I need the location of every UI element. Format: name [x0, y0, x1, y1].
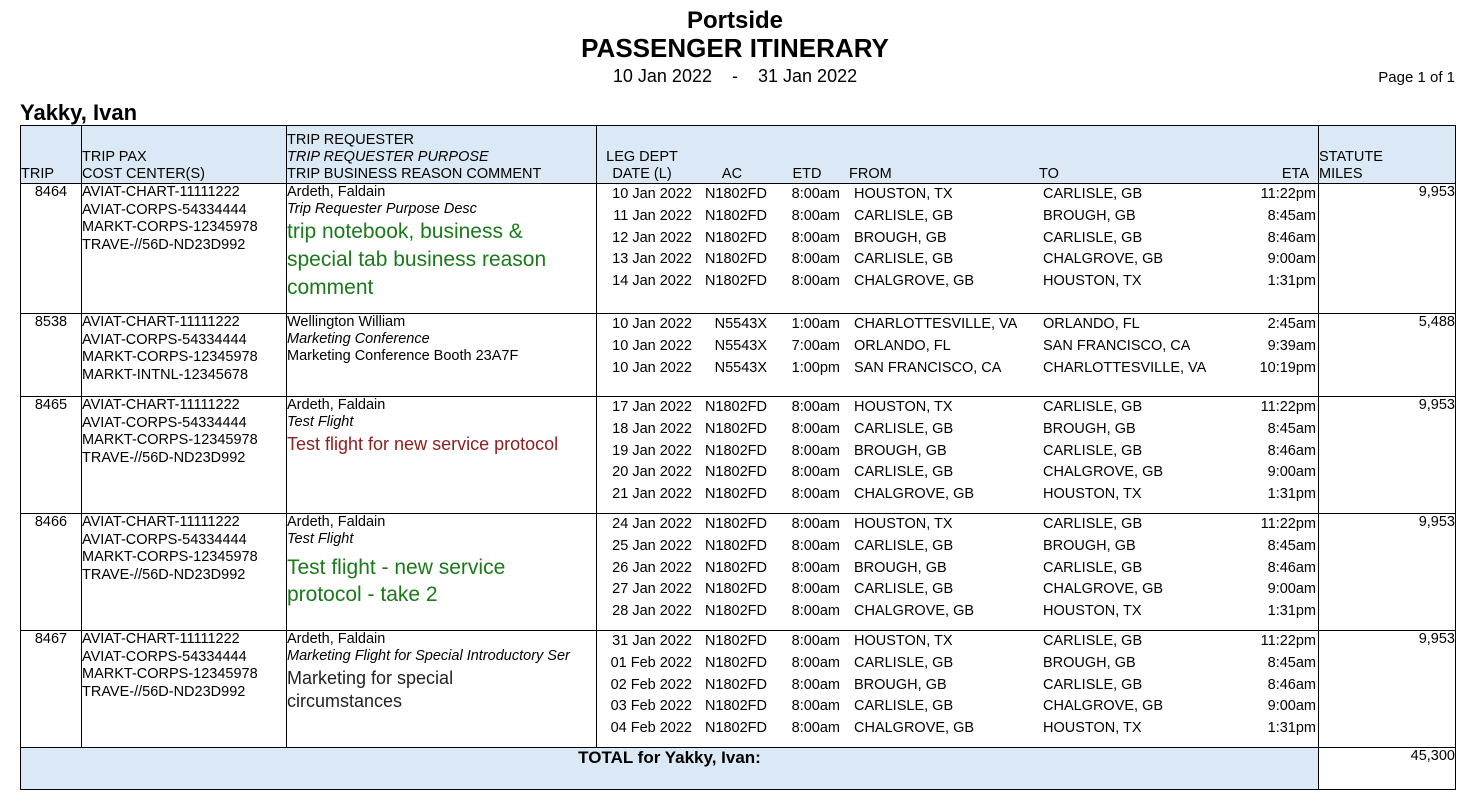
- col-header-ac: AC: [721, 166, 743, 182]
- leg-date: 27 Jan 2022: [612, 581, 692, 598]
- leg-date: 21 Jan 2022: [612, 486, 692, 503]
- page-number: Page 1 of 1: [1378, 69, 1455, 86]
- leg-to: ORLANDO, FL: [1043, 316, 1140, 332]
- leg-date: 14 Jan 2022: [612, 273, 692, 290]
- leg-row: [597, 718, 1318, 740]
- trip-row: [21, 397, 1456, 514]
- col-header-requester: [287, 126, 597, 184]
- leg-row: [597, 631, 1318, 653]
- leg-row: [597, 397, 1318, 419]
- leg-from: CARLISLE, GB: [854, 654, 954, 671]
- leg-from: CHALGROVE, GB: [854, 603, 975, 620]
- leg-date: 28 Jan 2022: [612, 603, 692, 620]
- statute-miles: 9,953: [1319, 631, 1456, 748]
- col-header-cost-centers: [82, 126, 287, 184]
- leg-eta: 9:39am: [1267, 337, 1316, 354]
- date-to: 31 Jan 2022: [758, 66, 858, 86]
- cost-center: AVIAT-CHART-11111222: [82, 397, 240, 413]
- statute-miles: 9,953: [1319, 397, 1456, 514]
- leg-eta: 11:22pm: [1260, 186, 1316, 202]
- leg-eta: 10:19pm: [1259, 359, 1316, 376]
- date-separator: -: [732, 66, 738, 86]
- leg-etd: 8:00am: [791, 399, 840, 415]
- col-header-miles: [1319, 126, 1456, 184]
- leg-etd: 8:00am: [791, 559, 840, 576]
- leg-etd: 8:00am: [791, 251, 840, 268]
- requester-cell: [287, 314, 597, 397]
- cost-center: MARKT-INTNL-12345678: [82, 366, 249, 383]
- itinerary-table: [20, 125, 1456, 790]
- leg-aircraft: N1802FD: [704, 399, 767, 415]
- col-header-cost-center: COST CENTER(S): [82, 166, 205, 182]
- statute-miles: 9,953: [1319, 514, 1456, 631]
- leg-from: BROUGH, GB: [854, 229, 947, 246]
- leg-aircraft: N1802FD: [704, 559, 767, 576]
- requester-cell: [287, 631, 597, 748]
- leg-etd: 7:00am: [791, 337, 840, 354]
- leg-row: [597, 249, 1318, 271]
- report-date-range: [0, 66, 1470, 87]
- company-name: Portside: [686, 7, 784, 34]
- leg-date: 03 Feb 2022: [610, 698, 692, 715]
- leg-from: HOUSTON, TX: [854, 633, 953, 649]
- leg-etd: 8:00am: [791, 603, 840, 620]
- leg-aircraft: N5543X: [714, 359, 767, 376]
- cost-center: AVIAT-CHART-11111222: [82, 184, 240, 200]
- requester-purpose: Trip Requester Purpose Desc: [287, 201, 477, 217]
- business-reason-comment: trip notebook, business & special tab business reason comment: [287, 220, 547, 299]
- cost-center: MARKT-CORPS-12345978: [82, 219, 258, 235]
- report-title: PASSENGER ITINERARY: [581, 33, 889, 63]
- leg-aircraft: N1802FD: [704, 698, 767, 715]
- leg-date: 26 Jan 2022: [612, 559, 692, 576]
- col-header-statute: STATUTE: [1319, 149, 1383, 165]
- leg-date: 12 Jan 2022: [612, 229, 692, 246]
- statute-miles: 9,953: [1319, 184, 1456, 314]
- leg-eta: 8:46am: [1267, 229, 1316, 246]
- leg-from: CARLISLE, GB: [854, 537, 954, 554]
- col-header-miles-label: MILES: [1319, 166, 1363, 182]
- leg-date: 20 Jan 2022: [612, 464, 692, 481]
- leg-to: CARLISLE, GB: [1043, 229, 1143, 246]
- cost-centers: [82, 314, 287, 397]
- leg-from: HOUSTON, TX: [854, 516, 953, 532]
- leg-from: HOUSTON, TX: [854, 399, 953, 415]
- total-miles: 45,300: [1319, 748, 1456, 790]
- leg-eta: 8:45am: [1267, 420, 1316, 437]
- leg-to: CHARLOTTESVILLE, VA: [1043, 359, 1207, 376]
- leg-eta: 8:45am: [1267, 207, 1316, 224]
- leg-aircraft: N1802FD: [704, 581, 767, 598]
- business-reason-comment: Test flight for new service protocol: [287, 434, 559, 454]
- requester-name: Wellington William: [287, 314, 406, 330]
- leg-row: [597, 358, 1318, 380]
- leg-eta: 1:31pm: [1267, 720, 1316, 737]
- leg-from: CARLISLE, GB: [854, 581, 954, 598]
- leg-date: 01 Feb 2022: [610, 654, 692, 671]
- leg-eta: 8:46am: [1267, 559, 1316, 576]
- leg-row: [597, 484, 1318, 506]
- leg-aircraft: N1802FD: [704, 442, 767, 459]
- leg-to: HOUSTON, TX: [1043, 720, 1142, 737]
- cost-center: AVIAT-CORPS-54334444: [82, 648, 247, 665]
- leg-etd: 8:00am: [791, 676, 840, 693]
- trip-number: 8465: [21, 397, 82, 514]
- leg-etd: 8:00am: [791, 633, 840, 649]
- leg-to: CHALGROVE, GB: [1043, 698, 1164, 715]
- col-header-requester-purpose: TRIP REQUESTER PURPOSE: [287, 149, 489, 165]
- leg-row: [597, 514, 1318, 536]
- leg-row: [597, 314, 1318, 336]
- leg-from: CARLISLE, GB: [854, 464, 954, 481]
- leg-eta: 9:00am: [1267, 464, 1316, 481]
- leg-etd: 8:00am: [791, 464, 840, 481]
- requester-purpose: Test Flight: [287, 531, 354, 547]
- leg-eta: 1:31pm: [1267, 603, 1316, 620]
- leg-etd: 8:00am: [791, 442, 840, 459]
- leg-date: 19 Jan 2022: [612, 442, 692, 459]
- col-header-trip: TRIP: [21, 126, 82, 184]
- col-header-trip-requester: TRIP REQUESTER: [287, 132, 415, 148]
- leg-date: 17 Jan 2022: [612, 399, 692, 415]
- leg-row: [597, 696, 1318, 718]
- leg-row: [597, 271, 1318, 293]
- requester-cell: [287, 184, 597, 314]
- leg-from: SAN FRANCISCO, CA: [854, 359, 1002, 376]
- leg-row: [597, 462, 1318, 484]
- leg-row: [597, 184, 1318, 206]
- leg-from: CARLISLE, GB: [854, 420, 954, 437]
- col-header-etd: ETD: [792, 166, 822, 182]
- leg-from: CHARLOTTESVILLE, VA: [854, 316, 1018, 332]
- leg-eta: 8:46am: [1267, 676, 1316, 693]
- leg-from: CARLISLE, GB: [854, 251, 954, 268]
- cost-center: AVIAT-CORPS-54334444: [82, 531, 247, 548]
- leg-from: CHALGROVE, GB: [854, 273, 975, 290]
- leg-etd: 8:00am: [791, 486, 840, 503]
- leg-from: BROUGH, GB: [854, 676, 947, 693]
- leg-aircraft: N1802FD: [704, 654, 767, 671]
- leg-from: CHALGROVE, GB: [854, 486, 975, 503]
- leg-to: BROUGH, GB: [1043, 207, 1136, 224]
- leg-to: CHALGROVE, GB: [1043, 581, 1164, 598]
- legs-cell: [597, 397, 1319, 514]
- leg-eta: 1:31pm: [1267, 273, 1316, 290]
- leg-aircraft: N1802FD: [704, 537, 767, 554]
- leg-to: HOUSTON, TX: [1043, 603, 1142, 620]
- leg-aircraft: N1802FD: [704, 186, 767, 202]
- trip-row: [21, 514, 1456, 631]
- leg-to: CARLISLE, GB: [1043, 633, 1143, 649]
- col-header-from: FROM: [849, 166, 892, 182]
- leg-row: [597, 419, 1318, 441]
- trip-number: 8464: [21, 184, 82, 314]
- leg-from: CARLISLE, GB: [854, 207, 954, 224]
- leg-from: CHALGROVE, GB: [854, 720, 975, 737]
- leg-etd: 1:00pm: [791, 359, 840, 376]
- cost-center: MARKT-CORPS-12345978: [82, 432, 258, 448]
- requester-purpose: Marketing Conference: [287, 331, 430, 347]
- leg-from: CARLISLE, GB: [854, 698, 954, 715]
- cost-center: TRAVE-//56D-ND23D992: [82, 449, 246, 466]
- cost-center: MARKT-CORPS-12345978: [82, 549, 258, 565]
- requester-purpose: Marketing Flight for Special Introductory Ser: [287, 648, 570, 664]
- col-header-leg-date: [597, 149, 687, 183]
- leg-etd: 1:00am: [791, 316, 840, 332]
- requester-name: Ardeth, Faldain: [287, 397, 386, 413]
- leg-eta: 8:45am: [1267, 654, 1316, 671]
- col-header-to: TO: [1039, 166, 1059, 182]
- cost-center: TRAVE-//56D-ND23D992: [82, 683, 246, 700]
- leg-row: [597, 441, 1318, 463]
- leg-date: 18 Jan 2022: [612, 420, 692, 437]
- leg-to: BROUGH, GB: [1043, 537, 1136, 554]
- leg-date: 25 Jan 2022: [612, 537, 692, 554]
- leg-etd: 8:00am: [791, 186, 840, 202]
- leg-row: [597, 579, 1318, 601]
- leg-aircraft: N1802FD: [704, 464, 767, 481]
- leg-aircraft: N1802FD: [704, 720, 767, 737]
- requester-purpose: Test Flight: [287, 414, 354, 430]
- cost-center: AVIAT-CHART-11111222: [82, 631, 240, 647]
- leg-eta: 9:00am: [1267, 698, 1316, 715]
- leg-aircraft: N1802FD: [704, 420, 767, 437]
- leg-etd: 8:00am: [791, 698, 840, 715]
- leg-row: [597, 228, 1318, 250]
- leg-to: CARLISLE, GB: [1043, 399, 1143, 415]
- leg-row: [597, 206, 1318, 228]
- leg-date: 10 Jan 2022: [612, 316, 692, 332]
- legs-cell: [597, 631, 1319, 748]
- leg-eta: 11:22pm: [1260, 633, 1316, 649]
- cost-centers: [82, 514, 287, 631]
- cost-center: MARKT-CORPS-12345978: [82, 349, 258, 365]
- legs-cell: [597, 314, 1319, 397]
- col-header-legs: [597, 126, 1319, 184]
- leg-aircraft: N1802FD: [704, 251, 767, 268]
- legs-cell: [597, 514, 1319, 631]
- leg-eta: 11:22pm: [1260, 516, 1316, 532]
- business-reason-comment: Marketing for special circumstances: [287, 668, 454, 711]
- leg-date: 10 Jan 2022: [612, 337, 692, 354]
- leg-etd: 8:00am: [791, 273, 840, 290]
- leg-to: CHALGROVE, GB: [1043, 251, 1164, 268]
- leg-etd: 8:00am: [791, 420, 840, 437]
- leg-eta: 8:46am: [1267, 442, 1316, 459]
- leg-to: CARLISLE, GB: [1043, 442, 1143, 459]
- leg-date: 04 Feb 2022: [610, 720, 692, 737]
- leg-from: BROUGH, GB: [854, 442, 947, 459]
- leg-aircraft: N1802FD: [704, 207, 767, 224]
- leg-aircraft: N1802FD: [704, 486, 767, 503]
- passenger-name: Yakky, Ivan: [20, 100, 138, 125]
- cost-centers: [82, 184, 287, 314]
- cost-center: AVIAT-CORPS-54334444: [82, 201, 247, 218]
- leg-to: CARLISLE, GB: [1043, 516, 1143, 532]
- requester-name: Ardeth, Faldain: [287, 184, 386, 200]
- trip-number: 8467: [21, 631, 82, 748]
- total-row: [21, 748, 1456, 790]
- cost-center: AVIAT-CHART-11111222: [82, 514, 240, 530]
- trip-number: 8466: [21, 514, 82, 631]
- leg-to: HOUSTON, TX: [1043, 486, 1142, 503]
- leg-aircraft: N1802FD: [704, 273, 767, 290]
- leg-aircraft: N1802FD: [704, 676, 767, 693]
- leg-eta: 1:31pm: [1267, 486, 1316, 503]
- leg-from: HOUSTON, TX: [854, 186, 953, 202]
- leg-to: CARLISLE, GB: [1043, 559, 1143, 576]
- leg-from: BROUGH, GB: [854, 559, 947, 576]
- cost-center: AVIAT-CORPS-54334444: [82, 331, 247, 348]
- requester-name: Ardeth, Faldain: [287, 514, 386, 530]
- leg-row: [597, 336, 1318, 358]
- requester-cell: [287, 397, 597, 514]
- leg-date: 24 Jan 2022: [612, 516, 692, 532]
- leg-row: [597, 675, 1318, 697]
- leg-date: 13 Jan 2022: [612, 251, 692, 268]
- leg-etd: 8:00am: [791, 229, 840, 246]
- leg-etd: 8:00am: [791, 537, 840, 554]
- trip-row: [21, 631, 1456, 748]
- leg-date: 10 Jan 2022: [612, 359, 692, 376]
- leg-aircraft: N1802FD: [704, 603, 767, 620]
- cost-center: AVIAT-CHART-11111222: [82, 314, 240, 330]
- leg-date: 02 Feb 2022: [610, 676, 692, 693]
- leg-etd: 8:00am: [791, 720, 840, 737]
- leg-to: BROUGH, GB: [1043, 654, 1136, 671]
- leg-to: HOUSTON, TX: [1043, 273, 1142, 290]
- trip-number: 8538: [21, 314, 82, 397]
- statute-miles: 5,488: [1319, 314, 1456, 397]
- leg-from: ORLANDO, FL: [854, 337, 951, 354]
- leg-aircraft: N5543X: [714, 316, 767, 332]
- col-header-leg-dept: LEG DEPT: [606, 149, 678, 165]
- col-header-date-l: DATE (L): [612, 166, 672, 182]
- leg-to: CARLISLE, GB: [1043, 186, 1143, 202]
- leg-aircraft: N1802FD: [704, 633, 767, 649]
- leg-aircraft: N1802FD: [704, 516, 767, 532]
- leg-date: 11 Jan 2022: [613, 207, 692, 224]
- col-header-pax: TRIP PAX: [82, 149, 147, 165]
- leg-eta: 9:00am: [1267, 581, 1316, 598]
- leg-etd: 8:00am: [791, 654, 840, 671]
- cost-center: MARKT-CORPS-12345978: [82, 666, 258, 682]
- requester-name: Ardeth, Faldain: [287, 631, 386, 647]
- requester-cell: [287, 514, 597, 631]
- leg-row: [597, 653, 1318, 675]
- leg-to: CARLISLE, GB: [1043, 676, 1143, 693]
- leg-to: SAN FRANCISCO, CA: [1043, 337, 1191, 354]
- legs-cell: [597, 184, 1319, 314]
- table-header-row: [21, 126, 1456, 184]
- cost-centers: [82, 631, 287, 748]
- total-label: TOTAL for Yakky, Ivan:: [21, 748, 1319, 790]
- leg-to: CHALGROVE, GB: [1043, 464, 1164, 481]
- col-header-eta: ETA: [1281, 166, 1309, 182]
- leg-to: BROUGH, GB: [1043, 420, 1136, 437]
- leg-eta: 11:22pm: [1260, 399, 1316, 415]
- leg-row: [597, 536, 1318, 558]
- leg-eta: 9:00am: [1267, 251, 1316, 268]
- date-from: 10 Jan 2022: [612, 66, 712, 86]
- cost-center: TRAVE-//56D-ND23D992: [82, 236, 246, 253]
- leg-aircraft: N1802FD: [704, 229, 767, 246]
- leg-eta: 8:45am: [1267, 537, 1316, 554]
- leg-etd: 8:00am: [791, 581, 840, 598]
- business-reason-comment: Test flight - new service protocol - take 2: [287, 556, 506, 606]
- cost-center: AVIAT-CORPS-54334444: [82, 414, 247, 431]
- leg-aircraft: N5543X: [714, 337, 767, 354]
- business-reason-comment: Marketing Conference Booth 23A7F: [287, 348, 519, 364]
- leg-etd: 8:00am: [791, 207, 840, 224]
- cost-center: TRAVE-//56D-ND23D992: [82, 566, 246, 583]
- cost-centers: [82, 397, 287, 514]
- col-header-business-reason: TRIP BUSINESS REASON COMMENT: [287, 166, 542, 182]
- trip-row: [21, 314, 1456, 397]
- trip-row: [21, 184, 1456, 314]
- leg-etd: 8:00am: [791, 516, 840, 532]
- leg-eta: 2:45am: [1267, 316, 1316, 332]
- leg-row: [597, 558, 1318, 580]
- leg-date: 31 Jan 2022: [612, 633, 692, 649]
- leg-row: [597, 601, 1318, 623]
- leg-date: 10 Jan 2022: [612, 186, 692, 202]
